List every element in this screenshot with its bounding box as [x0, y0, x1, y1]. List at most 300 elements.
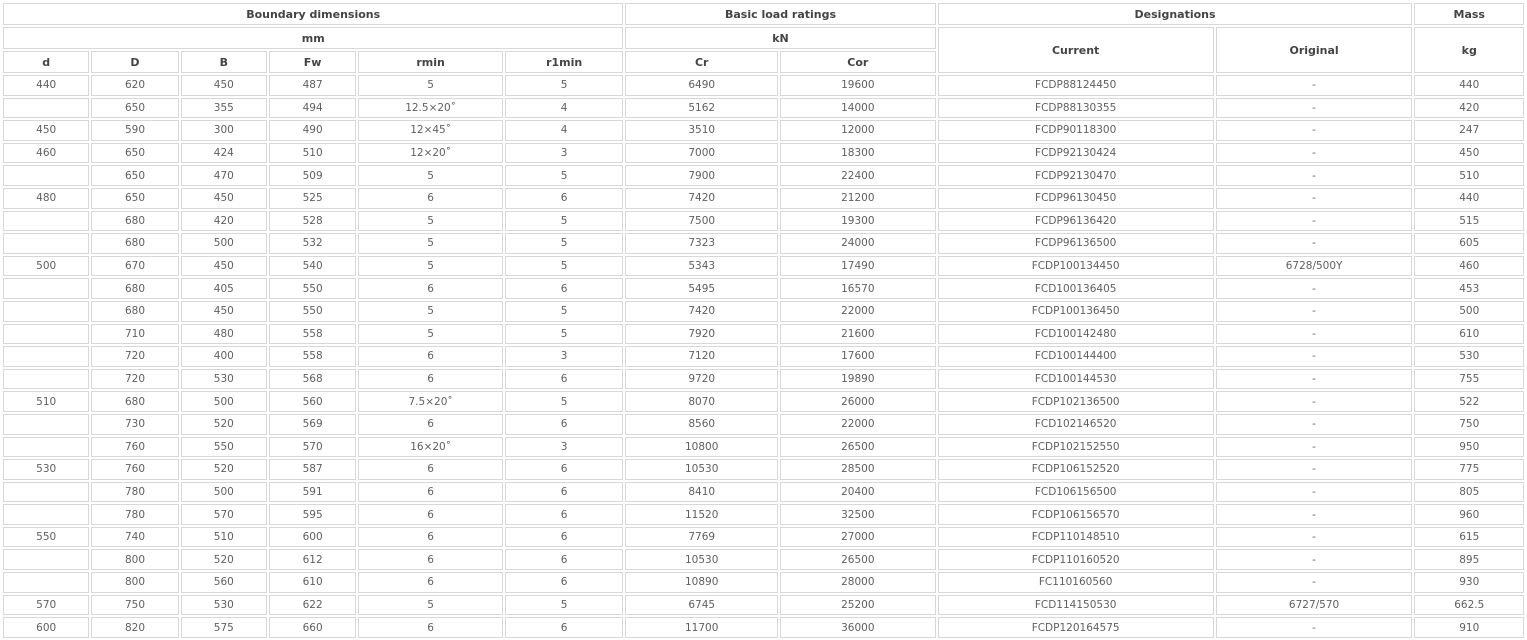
cell-d: 570	[3, 595, 89, 616]
cell-current: FCD100144530	[938, 369, 1214, 390]
cell-original: -	[1216, 482, 1413, 503]
cell-mass: 500	[1414, 301, 1524, 322]
cell-B: 400	[181, 346, 267, 367]
cell-mass: 530	[1414, 346, 1524, 367]
cell-current: FCD100136405	[938, 278, 1214, 299]
cell-Fw: 569	[269, 414, 356, 435]
cell-Cor: 22000	[780, 301, 936, 322]
cell-mass: 615	[1414, 527, 1524, 548]
cell-Cr: 8070	[625, 391, 778, 412]
cell-mass: 515	[1414, 211, 1524, 232]
cell-current: FCDP88130355	[938, 98, 1214, 119]
cell-Fw: 558	[269, 346, 356, 367]
cell-rmin: 6	[358, 527, 503, 548]
header-original: Original	[1216, 27, 1413, 73]
cell-current: FCDP110148510	[938, 527, 1214, 548]
cell-Cr: 5343	[625, 256, 778, 277]
cell-Cr: 10530	[625, 549, 778, 570]
cell-Cor: 20400	[780, 482, 936, 503]
bearing-spec-table	[1, 1, 1526, 640]
cell-r1min: 5	[505, 391, 624, 412]
cell-d: 460	[3, 143, 89, 164]
cell-rmin: 5	[358, 233, 503, 254]
header-mass: Mass	[1414, 3, 1524, 25]
cell-rmin: 12.5×20˚	[358, 98, 503, 119]
cell-rmin: 12×45˚	[358, 120, 503, 141]
cell-current: FCDP96130450	[938, 188, 1214, 209]
cell-r1min: 6	[505, 278, 624, 299]
table-row	[3, 324, 1524, 345]
cell-mass: 910	[1414, 617, 1524, 638]
cell-B: 470	[181, 165, 267, 186]
table-row	[3, 572, 1524, 593]
cell-r1min: 5	[505, 165, 624, 186]
cell-original: -	[1216, 617, 1413, 638]
cell-Cr: 10800	[625, 437, 778, 458]
cell-Fw: 509	[269, 165, 356, 186]
cell-original: -	[1216, 391, 1413, 412]
cell-Fw: 610	[269, 572, 356, 593]
cell-r1min: 5	[505, 233, 624, 254]
cell-rmin: 12×20˚	[358, 143, 503, 164]
cell-mass: 775	[1414, 459, 1524, 480]
table-row	[3, 527, 1524, 548]
table-row	[3, 165, 1524, 186]
cell-current: FCDP100136450	[938, 301, 1214, 322]
cell-Fw: 600	[269, 527, 356, 548]
cell-D: 650	[91, 165, 178, 186]
cell-B: 520	[181, 549, 267, 570]
cell-Fw: 560	[269, 391, 356, 412]
cell-Fw: 525	[269, 188, 356, 209]
cell-Fw: 568	[269, 369, 356, 390]
cell-r1min: 5	[505, 75, 624, 96]
cell-rmin: 5	[358, 75, 503, 96]
cell-Cor: 17490	[780, 256, 936, 277]
header-col-r1min: r1min	[505, 51, 624, 73]
cell-rmin: 5	[358, 301, 503, 322]
cell-Fw: 612	[269, 549, 356, 570]
cell-r1min: 3	[505, 346, 624, 367]
cell-D: 650	[91, 98, 178, 119]
cell-Cr: 7323	[625, 233, 778, 254]
table-row	[3, 211, 1524, 232]
cell-D: 780	[91, 482, 178, 503]
cell-original: -	[1216, 98, 1413, 119]
cell-rmin: 6	[358, 278, 503, 299]
cell-rmin: 6	[358, 369, 503, 390]
cell-r1min: 3	[505, 437, 624, 458]
cell-rmin: 6	[358, 504, 503, 525]
cell-D: 590	[91, 120, 178, 141]
table-row	[3, 391, 1524, 412]
cell-current: FCD102146520	[938, 414, 1214, 435]
cell-rmin: 6	[358, 617, 503, 638]
cell-D: 650	[91, 188, 178, 209]
cell-current: FCDP106156570	[938, 504, 1214, 525]
cell-d: 440	[3, 75, 89, 96]
table-row	[3, 98, 1524, 119]
cell-Cor: 26500	[780, 549, 936, 570]
cell-rmin: 6	[358, 346, 503, 367]
table-row	[3, 595, 1524, 616]
cell-d	[3, 233, 89, 254]
cell-Fw: 622	[269, 595, 356, 616]
cell-B: 405	[181, 278, 267, 299]
header-col-Cor: Cor	[780, 51, 936, 73]
cell-Cr: 7769	[625, 527, 778, 548]
cell-Cor: 24000	[780, 233, 936, 254]
cell-D: 760	[91, 437, 178, 458]
cell-D: 670	[91, 256, 178, 277]
cell-mass: 450	[1414, 143, 1524, 164]
cell-original: -	[1216, 188, 1413, 209]
cell-Cr: 7900	[625, 165, 778, 186]
cell-d	[3, 324, 89, 345]
cell-B: 480	[181, 324, 267, 345]
cell-Cor: 27000	[780, 527, 936, 548]
cell-B: 450	[181, 256, 267, 277]
cell-r1min: 6	[505, 414, 624, 435]
cell-original: -	[1216, 165, 1413, 186]
table-row	[3, 256, 1524, 277]
cell-original: -	[1216, 278, 1413, 299]
cell-Fw: 550	[269, 301, 356, 322]
table-row	[3, 278, 1524, 299]
cell-B: 570	[181, 504, 267, 525]
cell-rmin: 5	[358, 324, 503, 345]
cell-Cor: 18300	[780, 143, 936, 164]
cell-original: -	[1216, 459, 1413, 480]
cell-rmin: 5	[358, 165, 503, 186]
cell-d: 550	[3, 527, 89, 548]
cell-mass: 662.5	[1414, 595, 1524, 616]
table-row	[3, 369, 1524, 390]
cell-Cor: 22400	[780, 165, 936, 186]
cell-Fw: 494	[269, 98, 356, 119]
cell-r1min: 6	[505, 504, 624, 525]
cell-r1min: 6	[505, 459, 624, 480]
table-row	[3, 617, 1524, 638]
cell-original: 6728/500Y	[1216, 256, 1413, 277]
cell-d	[3, 482, 89, 503]
cell-Fw: 510	[269, 143, 356, 164]
table-row	[3, 346, 1524, 367]
cell-B: 510	[181, 527, 267, 548]
cell-current: FCD100142480	[938, 324, 1214, 345]
table-row	[3, 549, 1524, 570]
cell-Cr: 5162	[625, 98, 778, 119]
cell-original: -	[1216, 211, 1413, 232]
cell-current: FCDP90118300	[938, 120, 1214, 141]
cell-Cor: 32500	[780, 504, 936, 525]
cell-original: -	[1216, 504, 1413, 525]
cell-rmin: 6	[358, 572, 503, 593]
cell-original: 6727/570	[1216, 595, 1413, 616]
cell-d	[3, 369, 89, 390]
cell-B: 500	[181, 391, 267, 412]
table-row	[3, 75, 1524, 96]
header-current: Current	[938, 27, 1214, 73]
cell-current: FCD106156500	[938, 482, 1214, 503]
header-basic-load-ratings: Basic load ratings	[625, 3, 935, 25]
cell-B: 530	[181, 595, 267, 616]
cell-r1min: 4	[505, 98, 624, 119]
cell-mass: 510	[1414, 165, 1524, 186]
cell-Cr: 9720	[625, 369, 778, 390]
cell-mass: 440	[1414, 188, 1524, 209]
cell-B: 500	[181, 482, 267, 503]
cell-current: FCDP120164575	[938, 617, 1214, 638]
cell-Fw: 591	[269, 482, 356, 503]
cell-original: -	[1216, 572, 1413, 593]
cell-B: 450	[181, 188, 267, 209]
cell-r1min: 6	[505, 188, 624, 209]
cell-Fw: 490	[269, 120, 356, 141]
table-row	[3, 504, 1524, 525]
cell-current: FCDP96136420	[938, 211, 1214, 232]
cell-Cr: 10530	[625, 459, 778, 480]
cell-original: -	[1216, 301, 1413, 322]
cell-B: 355	[181, 98, 267, 119]
cell-mass: 950	[1414, 437, 1524, 458]
cell-Cr: 7500	[625, 211, 778, 232]
cell-rmin: 5	[358, 211, 503, 232]
cell-original: -	[1216, 143, 1413, 164]
cell-mass: 605	[1414, 233, 1524, 254]
cell-Cor: 19890	[780, 369, 936, 390]
cell-d: 480	[3, 188, 89, 209]
cell-Cr: 10890	[625, 572, 778, 593]
cell-Fw: 587	[269, 459, 356, 480]
cell-B: 575	[181, 617, 267, 638]
cell-current: FCDP92130424	[938, 143, 1214, 164]
cell-B: 520	[181, 414, 267, 435]
cell-Cr: 6745	[625, 595, 778, 616]
cell-Cr: 7920	[625, 324, 778, 345]
cell-Cor: 25200	[780, 595, 936, 616]
table-row	[3, 143, 1524, 164]
cell-Cr: 8410	[625, 482, 778, 503]
cell-D: 680	[91, 211, 178, 232]
cell-Cr: 6490	[625, 75, 778, 96]
cell-Cor: 26000	[780, 391, 936, 412]
cell-Cr: 11520	[625, 504, 778, 525]
cell-Fw: 558	[269, 324, 356, 345]
cell-D: 680	[91, 278, 178, 299]
table-row	[3, 437, 1524, 458]
cell-d: 530	[3, 459, 89, 480]
cell-rmin: 7.5×20˚	[358, 391, 503, 412]
cell-rmin: 16×20˚	[358, 437, 503, 458]
cell-original: -	[1216, 369, 1413, 390]
cell-D: 730	[91, 414, 178, 435]
header-col-D: D	[91, 51, 178, 73]
cell-Fw: 660	[269, 617, 356, 638]
cell-Cor: 28500	[780, 459, 936, 480]
cell-original: -	[1216, 414, 1413, 435]
cell-r1min: 4	[505, 120, 624, 141]
cell-mass: 960	[1414, 504, 1524, 525]
cell-D: 680	[91, 233, 178, 254]
cell-r1min: 5	[505, 256, 624, 277]
cell-r1min: 6	[505, 549, 624, 570]
cell-mass: 440	[1414, 75, 1524, 96]
header-unit-kg: kg	[1414, 27, 1524, 73]
cell-Cr: 7420	[625, 188, 778, 209]
cell-original: -	[1216, 437, 1413, 458]
cell-mass: 610	[1414, 324, 1524, 345]
cell-d	[3, 278, 89, 299]
cell-D: 620	[91, 75, 178, 96]
cell-original: -	[1216, 75, 1413, 96]
cell-r1min: 5	[505, 595, 624, 616]
cell-B: 300	[181, 120, 267, 141]
table-row	[3, 482, 1524, 503]
cell-mass: 805	[1414, 482, 1524, 503]
cell-current: FCDP102136500	[938, 391, 1214, 412]
cell-D: 760	[91, 459, 178, 480]
cell-original: -	[1216, 233, 1413, 254]
cell-D: 750	[91, 595, 178, 616]
cell-Cor: 19300	[780, 211, 936, 232]
cell-B: 550	[181, 437, 267, 458]
cell-B: 520	[181, 459, 267, 480]
cell-Cor: 16570	[780, 278, 936, 299]
cell-Cr: 11700	[625, 617, 778, 638]
cell-Cor: 22000	[780, 414, 936, 435]
cell-mass: 522	[1414, 391, 1524, 412]
cell-rmin: 5	[358, 256, 503, 277]
cell-d: 500	[3, 256, 89, 277]
cell-r1min: 6	[505, 369, 624, 390]
cell-original: -	[1216, 527, 1413, 548]
table-row	[3, 188, 1524, 209]
cell-Fw: 540	[269, 256, 356, 277]
cell-D: 720	[91, 369, 178, 390]
cell-rmin: 6	[358, 414, 503, 435]
cell-d	[3, 346, 89, 367]
cell-B: 500	[181, 233, 267, 254]
header-col-B: B	[181, 51, 267, 73]
cell-Cor: 17600	[780, 346, 936, 367]
cell-d	[3, 301, 89, 322]
cell-D: 680	[91, 391, 178, 412]
cell-rmin: 5	[358, 595, 503, 616]
header-unit-mm: mm	[3, 27, 623, 49]
cell-Cr: 7120	[625, 346, 778, 367]
cell-Cr: 8560	[625, 414, 778, 435]
cell-D: 650	[91, 143, 178, 164]
cell-D: 710	[91, 324, 178, 345]
cell-mass: 420	[1414, 98, 1524, 119]
cell-d	[3, 414, 89, 435]
cell-current: FCDP96136500	[938, 233, 1214, 254]
cell-D: 740	[91, 527, 178, 548]
table-row	[3, 459, 1524, 480]
cell-Fw: 532	[269, 233, 356, 254]
cell-Cor: 19600	[780, 75, 936, 96]
cell-D: 780	[91, 504, 178, 525]
cell-original: -	[1216, 549, 1413, 570]
cell-r1min: 6	[505, 617, 624, 638]
cell-current: FCD100144400	[938, 346, 1214, 367]
header-col-rmin: rmin	[358, 51, 503, 73]
cell-mass: 453	[1414, 278, 1524, 299]
cell-original: -	[1216, 324, 1413, 345]
cell-mass: 895	[1414, 549, 1524, 570]
cell-current: FC110160560	[938, 572, 1214, 593]
cell-B: 420	[181, 211, 267, 232]
cell-r1min: 5	[505, 301, 624, 322]
cell-current: FCDP92130470	[938, 165, 1214, 186]
cell-Cr: 3510	[625, 120, 778, 141]
cell-current: FCDP102152550	[938, 437, 1214, 458]
cell-B: 450	[181, 75, 267, 96]
cell-d: 510	[3, 391, 89, 412]
cell-r1min: 5	[505, 211, 624, 232]
cell-mass: 755	[1414, 369, 1524, 390]
cell-Fw: 570	[269, 437, 356, 458]
cell-rmin: 6	[358, 549, 503, 570]
header-designations: Designations	[938, 3, 1413, 25]
cell-Cor: 12000	[780, 120, 936, 141]
cell-Fw: 528	[269, 211, 356, 232]
header-col-d: d	[3, 51, 89, 73]
table-row	[3, 301, 1524, 322]
cell-r1min: 3	[505, 143, 624, 164]
cell-r1min: 6	[505, 572, 624, 593]
cell-current: FCD114150530	[938, 595, 1214, 616]
cell-r1min: 5	[505, 324, 624, 345]
cell-original: -	[1216, 346, 1413, 367]
cell-d	[3, 504, 89, 525]
cell-Cor: 36000	[780, 617, 936, 638]
cell-r1min: 6	[505, 482, 624, 503]
cell-Fw: 595	[269, 504, 356, 525]
cell-Fw: 487	[269, 75, 356, 96]
cell-d	[3, 211, 89, 232]
cell-Cor: 21200	[780, 188, 936, 209]
cell-D: 680	[91, 301, 178, 322]
cell-Cr: 5495	[625, 278, 778, 299]
cell-d	[3, 165, 89, 186]
cell-Cor: 26500	[780, 437, 936, 458]
table-row	[3, 120, 1524, 141]
cell-Cr: 7420	[625, 301, 778, 322]
cell-current: FCDP100134450	[938, 256, 1214, 277]
header-col-Cr: Cr	[625, 51, 778, 73]
cell-Fw: 550	[269, 278, 356, 299]
cell-d	[3, 572, 89, 593]
cell-rmin: 6	[358, 482, 503, 503]
cell-d	[3, 437, 89, 458]
cell-Cor: 14000	[780, 98, 936, 119]
header-boundary-dimensions: Boundary dimensions	[3, 3, 623, 25]
cell-d	[3, 549, 89, 570]
cell-d: 450	[3, 120, 89, 141]
cell-current: FCDP110160520	[938, 549, 1214, 570]
cell-current: FCDP106152520	[938, 459, 1214, 480]
cell-current: FCDP88124450	[938, 75, 1214, 96]
cell-d: 600	[3, 617, 89, 638]
cell-D: 820	[91, 617, 178, 638]
cell-mass: 460	[1414, 256, 1524, 277]
table-row	[3, 414, 1524, 435]
cell-Cor: 28000	[780, 572, 936, 593]
cell-r1min: 6	[505, 527, 624, 548]
cell-rmin: 6	[358, 459, 503, 480]
